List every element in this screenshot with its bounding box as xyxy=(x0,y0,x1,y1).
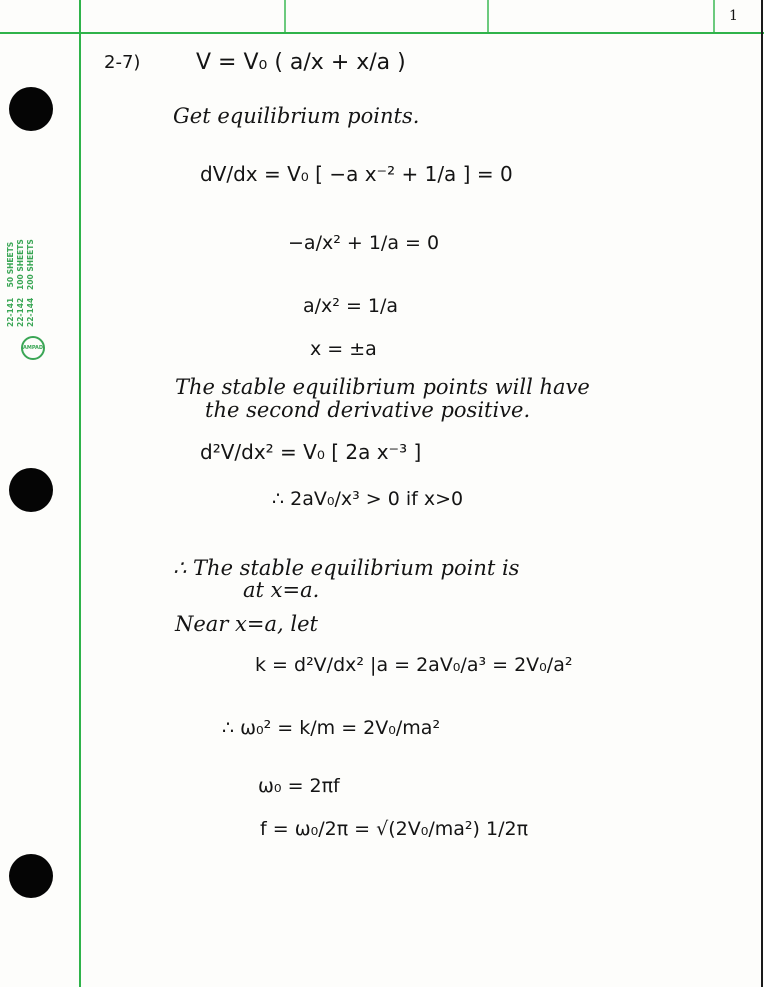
binder-hole-bottom xyxy=(9,854,53,898)
line-rearranged: a/x² = 1/a xyxy=(303,295,399,317)
line-positivity-condition: ∴ 2aV₀/x³ > 0 if x>0 xyxy=(272,488,464,510)
line-set-zero: −a/x² + 1/a = 0 xyxy=(288,232,440,254)
line-frequency-result: f = ω₀/2π = √(2V₀/ma²) 1/2π xyxy=(260,818,529,840)
sheet-count-stamp: 22-141 50 SHEETS 22-142 100 SHEETS 22-144 200 SHEETS xyxy=(6,239,35,327)
line-angular-frequency: ω₀ = 2πf xyxy=(258,775,340,797)
line-stable-statement-2: the second derivative positive. xyxy=(205,398,531,422)
line-stable-statement-1: The stable equilibrium points will have xyxy=(175,375,590,399)
page-number: 1 xyxy=(729,8,738,24)
line-angular-frequency-squared: ∴ ω₀² = k/m = 2V₀/ma² xyxy=(222,717,441,739)
binder-hole-middle xyxy=(9,468,53,512)
binder-hole-top xyxy=(9,87,53,131)
line-near-equilibrium: Near x=a, let xyxy=(175,612,318,636)
line-potential: V = V₀ ( a/x + x/a ) xyxy=(196,50,406,75)
line-second-derivative: d²V/dx² = V₀ [ 2a x⁻³ ] xyxy=(200,440,422,464)
brand-logo: AMPAD xyxy=(21,336,45,360)
problem-label: 2-7) xyxy=(104,52,141,73)
line-spring-constant: k = d²V/dx² |a = 2aV₀/a³ = 2V₀/a² xyxy=(255,654,573,676)
line-first-derivative: dV/dx = V₀ [ −a x⁻² + 1/a ] = 0 xyxy=(200,162,513,186)
line-stable-point-2: at x=a. xyxy=(243,578,320,602)
line-roots: x = ±a xyxy=(310,338,377,360)
line-get-equilibrium: Get equilibrium points. xyxy=(173,104,420,128)
line-stable-point-1: ∴ The stable equilibrium point is xyxy=(173,556,520,580)
